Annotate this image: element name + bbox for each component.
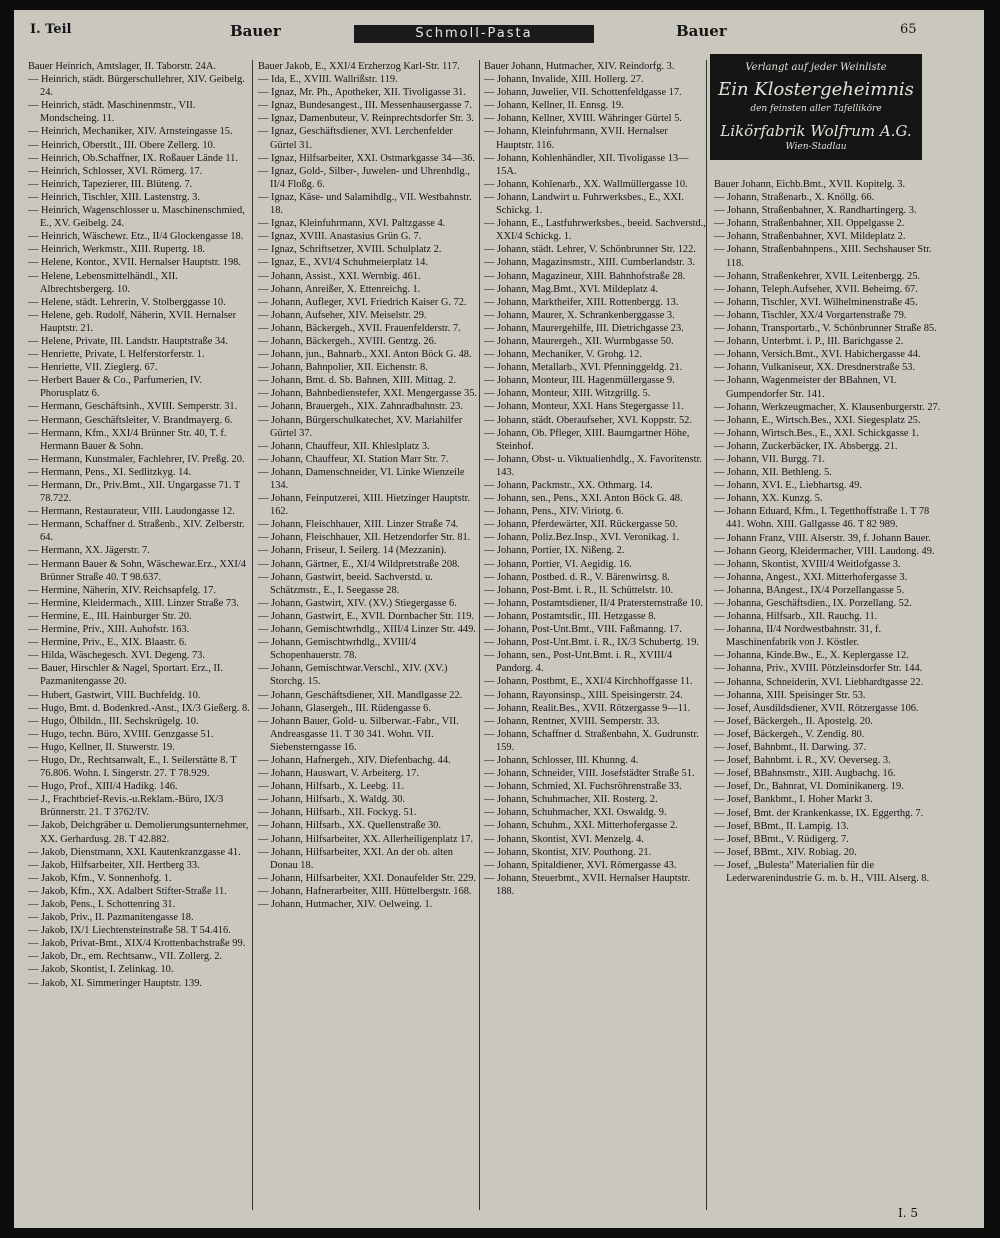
directory-entry: — Johann, Bahnbedienstefer, XXI. Mengergasse 35. bbox=[258, 388, 477, 400]
directory-entry: — Hermine, Näherin, XIV. Reichsapfelg. 17. bbox=[28, 584, 216, 596]
directory-entry: — Johann, Friseur, I. Seilerg. 14 (Mezzanin). bbox=[258, 545, 447, 557]
directory-entry: — Johann Georg, Kleidermacher, VIII. Laudong. 49. bbox=[714, 545, 935, 557]
directory-entry: — Johann, Packmstr., XX. Othmarg. 14. bbox=[484, 480, 653, 491]
ad-line-5: Wien-Stadlau bbox=[785, 142, 847, 152]
directory-entry: — Johann, Hilfsarb., X. Waldg. 30. bbox=[258, 794, 406, 806]
directory-entry: — Johann, Hilfsarbeiter, XXI. An der ob. alten Donau 18. bbox=[258, 846, 453, 871]
directory-entry: — Ignaz, Mr. Ph., Apotheker, XII. Tivoligasse 31. bbox=[258, 87, 466, 99]
directory-entry: — Johann, Straßenkehrer, XVII. Leitenbergg. 25. bbox=[714, 270, 920, 282]
directory-entry: — Heinrich, Wagenschlosser u. Maschinenschmied, E., XV. Geibelg. 24. bbox=[28, 205, 245, 230]
directory-entry: — Johann, Bürgerschulkatechet, XV. Mariahilfer Gürtel 37. bbox=[258, 414, 463, 439]
directory-entry: — Johann, Kleinfuhrmann, XVII. Hernalser Hauptstr. 116. bbox=[484, 126, 668, 151]
directory-entry: — Johann, Geschäftsdiener, XII. Mandlgasse 22. bbox=[258, 689, 463, 701]
directory-entry: — Johann, Post-Unt.Bmt., VIII. Faßmanng. 17. bbox=[484, 624, 682, 636]
directory-entry: — Johann, Skontist, XVIII/4 Weitlofgasse 3. bbox=[714, 558, 901, 570]
directory-entry: — Hermann, XX. Jägerstr. 7. bbox=[28, 545, 150, 557]
ad-line-4: Likörfabrik Wolfrum A.G. bbox=[720, 122, 912, 140]
directory-entry: — Johann, Rentner, XVIII. Semperstr. 33. bbox=[484, 715, 660, 727]
directory-entry: — Johann, Fleischhauer, XIII. Linzer Straße 74. bbox=[258, 519, 459, 531]
directory-entry: — Johann, Postbmt, E., XXI/4 Kirchhoffgasse 11. bbox=[484, 676, 693, 688]
directory-entry: — Hugo, Dr., Rechtsanwalt, E., I. Seilerstätte 8. T 76.806. Wohn. I. Singerstr. 27. T 78.929. bbox=[28, 754, 237, 780]
directory-entry: Bauer Johann, Eichb.Bmt., XVII. Kopitelg. 3. bbox=[714, 179, 906, 190]
directory-entry: — Jakob, Hilfsarbeiter, XII. Hertberg 33. bbox=[28, 859, 200, 871]
directory-entry: — Jakob, Skontist, I. Zelinkag. 10. bbox=[28, 964, 174, 976]
directory-entry: — Johann, Chauffeur, XI. Station Marr Str. 7. bbox=[258, 453, 449, 465]
directory-entry: — Jakob, Dr., em. Rechtsanw., VII. Zollerg. 2. bbox=[28, 951, 223, 963]
directory-entry: — Jakob, Pens., I. Schottenring 31. bbox=[28, 899, 176, 910]
directory-entry: — Johann, Kellner, II. Ennsg. 19. bbox=[484, 100, 624, 112]
directory-entry: — Ignaz, Geschäftsdiener, XVI. Lerchenfelder Gürtel 31. bbox=[258, 126, 453, 151]
directory-entry: — Hermann, Schaffner d. Straßenb., XIV. Zelberstr. 64. bbox=[28, 519, 245, 544]
directory-entry: — Johann, VII. Burgg. 71. bbox=[714, 453, 826, 465]
directory-entry: — Johann, Schaffner d. Straßenbahn, X. Gudrunstr. 159. bbox=[484, 728, 699, 753]
directory-entry: — Johann, Aufseher, XIV. Meiselstr. 29. bbox=[258, 309, 427, 321]
directory-entry: — Johann, Versich.Bmt., XVI. Habichergasse 44. bbox=[714, 349, 921, 361]
directory-entry: — Hugo, Prof., XIII/4 Hadikg. 146. bbox=[28, 781, 178, 793]
directory-entry: — Hilda, Wäschegesch. XVI. Degeng. 73. bbox=[28, 650, 205, 662]
directory-entry: — Johann, Straßenarb., X. Knöllg. 66. bbox=[714, 192, 875, 204]
directory-entry: — Ignaz, Schriftsetzer, XVIII. Schulplatz 2. bbox=[258, 244, 442, 256]
directory-entry: — Hermann, Restaurateur, VIII. Laudongasse 12. bbox=[28, 506, 235, 518]
directory-entry: — Johann, Portier, VI. Aegidig. 16. bbox=[484, 558, 632, 570]
directory-entry: — Johann, Gemischtwrhdlg., XIII/4 Linzer Str. 449. bbox=[258, 624, 476, 636]
directory-entry: — Josef, BBmt., V. Rüdigerg. 7. bbox=[714, 833, 849, 845]
directory-entry: — Johann, Monteur, III. Hagenmüllergasse 9. bbox=[484, 375, 675, 387]
directory-entry: — Johann, Gastwirt, E., XVII. Dornbacher Str. 119. bbox=[258, 610, 475, 622]
directory-entry: — Jakob, Kfm., XX. Adalbert Stifter-Straße 11. bbox=[28, 885, 227, 897]
directory-entry: — Josef, BBmt., XIV. Robiag. 20. bbox=[714, 846, 857, 858]
directory-entry: — Ignaz, Hilfsarbeiter, XXI. Ostmarkgasse 34—36. bbox=[258, 152, 475, 164]
directory-entry: — J., Frachtbrief-Revis.-u.Reklam.-Büro, IX/3 Brünnerstr. 21. T 3762/IV. bbox=[28, 794, 224, 819]
directory-entry: — Johann, Maurergehilfe, III. Dietrichgasse 23. bbox=[484, 322, 684, 334]
directory-entry: — Jakob, Priv., II. Pazmanitengasse 18. bbox=[28, 912, 194, 924]
header-banner-ad: Schmoll-Pasta bbox=[354, 25, 594, 43]
directory-entry: — Johann, sen., Pens., XXI. Anton Böck G. 48. bbox=[484, 493, 683, 505]
directory-entry: — Johann, Straßenbahner, X. Randhartingerg. 3. bbox=[714, 205, 917, 217]
column-1 bbox=[28, 60, 250, 990]
ad-line-3: den feinsten aller Tafelliköre bbox=[750, 104, 882, 114]
directory-entry: — Josef, Bäckergeh., II. Apostelg. 20. bbox=[714, 715, 873, 727]
page-number: 65 bbox=[900, 22, 917, 37]
directory-entry: — Johann, Gastwirt, beeid. Sachverstd. u. Schätzmstr., E., I. Seegasse 28. bbox=[258, 571, 433, 596]
directory-entry: — Johann, Aufleger, XVI. Friedrich Kaiser G. 72. bbox=[258, 296, 467, 308]
ad-line-2: Ein Klostergeheimnis bbox=[718, 79, 914, 100]
directory-entry: — Johann, Hafnergeh., XIV. Diefenbachg. 44. bbox=[258, 754, 451, 766]
directory-entry: — Johann, Feinputzerei, XIII. Hietzinger Hauptstr. 162. bbox=[258, 493, 471, 518]
directory-entry: — Johann, Bäckergeh., XVIII. Gentzg. 26. bbox=[258, 335, 437, 347]
directory-entry: — Johann, Schuhmacher, XXI. Oswaldg. 9. bbox=[484, 807, 667, 819]
header-name-left: Bauer bbox=[230, 22, 281, 40]
directory-entry: — Johann, Bäckergeh., XVII. Frauenfelderstr. 7. bbox=[258, 322, 461, 334]
directory-entry: — Hermine, Kleidermach., XIII. Linzer Straße 73. bbox=[28, 597, 239, 609]
directory-entry: — Helene, geb. Rudolf, Näherin, XVII. Hernalser Hauptstr. 21. bbox=[28, 309, 237, 334]
directory-entry: — Josef, Bahnbmt., II. Darwing. 37. bbox=[714, 742, 867, 754]
directory-entry: — Johann, Postbed. d. R., V. Bärenwirtsg. 8. bbox=[484, 571, 670, 583]
directory-entry: — Johann, Poliz.Bez.Insp., XVI. Veronikag. 1. bbox=[484, 532, 680, 544]
directory-entry: — Heinrich, Wäschewr. Etz., II/4 Glockengasse 18. bbox=[28, 231, 244, 243]
directory-page bbox=[14, 10, 984, 1228]
directory-entry: — Johann, Metallarb., XVI. Pfenninggeldg. 21. bbox=[484, 362, 683, 374]
directory-entry: — Johann, Tischler, XVI. Wilhelminenstraße 45. bbox=[714, 296, 918, 308]
directory-entry: — Johann, Gärtner, E., XI/4 Wildpretstraße 208. bbox=[258, 558, 460, 570]
directory-entry: — Johann, Hilfsarbeiter, XXI. Donaufelder Str. 229. bbox=[258, 872, 477, 884]
directory-entry: — Hugo, Ölbildn., III. Sechskrügelg. 10. bbox=[28, 715, 199, 727]
directory-entry: — Hermine, Priv., XIII. Auhofstr. 163. bbox=[28, 624, 190, 636]
directory-entry: — Johann, Realit.Bes., XVII. Rötzergasse 9—11. bbox=[484, 702, 691, 714]
directory-entry: — Johann, Monteur, XXI. Hans Stegergasse 11. bbox=[484, 401, 684, 413]
liqueur-advertisement bbox=[710, 54, 922, 160]
directory-entry: — Henriette, Private, I. Helferstorferstr. 1. bbox=[28, 349, 205, 361]
directory-entry: Bauer Jakob, E., XXI/4 Erzherzog Karl-Str. 117. bbox=[258, 61, 460, 72]
directory-entry: — Johann, Ob. Pfleger, XIII. Baumgartner Höhe, Steinhof. bbox=[484, 427, 690, 452]
directory-entry: — Johanna, Hilfsarb., XII. Rauchg. 11. bbox=[714, 611, 878, 623]
directory-entry: — Johann, Kellner, XVIII. Währinger Gürtel 5. bbox=[484, 113, 682, 125]
directory-entry: — Johanna, II/4 Nordwestbahnstr. 31, f. Maschinenfabrik von J. Köstler. bbox=[714, 624, 882, 649]
directory-entry: — Hugo, Bmt. d. Bodenkred.-Anst., IX/3 Gießerg. 8. bbox=[28, 702, 250, 714]
directory-entry: — Johann, Anreißer, X. Ettenreichg. 1. bbox=[258, 283, 421, 295]
directory-entry: — Johann, Magazineur, XIII. Bahnhofstraße 28. bbox=[484, 270, 686, 282]
directory-entry: — Heinrich, Tischler, XIII. Lastenstrg. 3. bbox=[28, 191, 200, 203]
directory-entry: — Johann, Pens., XIV. Viriotg. 6. bbox=[484, 506, 624, 518]
directory-entry: — Johann, Straßenbahner, XVI. Mildeplatz 2. bbox=[714, 231, 906, 243]
directory-entry: — Heinrich, städt. Bürgerschullehrer, XIV. Geibelg. 24. bbox=[28, 74, 245, 99]
directory-entry: — Johann, Hilfsarb., XX. Quellenstraße 30. bbox=[258, 820, 441, 832]
directory-entry: — Johann, Monteur, XIII. Witzgrillg. 5. bbox=[484, 388, 651, 400]
directory-entry: — Jakob, Dienstmann, XXI. Kautenkranzgasse 41. bbox=[28, 846, 241, 858]
directory-entry: — Johann, Glasergeh., III. Rüdengasse 6. bbox=[258, 702, 431, 714]
directory-entry: — Josef, Ausdildsdiener, XVII. Rötzergasse 106. bbox=[714, 702, 919, 714]
directory-entry: Bauer Johann, Hutmacher, XIV. Reindorfg. 3. bbox=[484, 61, 675, 72]
directory-entry: — Hermann, Geschäftsinh., XVIII. Semperstr. 31. bbox=[28, 401, 238, 413]
directory-entry: — Hugo, techn. Büro, XVIII. Genzgasse 51. bbox=[28, 728, 214, 740]
directory-entry: — Johann, Hilfsarbeiter, XX. Allerheiligenplatz 17. bbox=[258, 833, 474, 845]
directory-entry: — Johanna, Geschäftsdien., IX. Porzellang. 52. bbox=[714, 598, 912, 609]
directory-entry: — Josef, BBmt., II. Lampig. 13. bbox=[714, 820, 849, 832]
directory-entry: — Hermine, Priv., E., XIX. Blaastr. 6. bbox=[28, 637, 187, 649]
directory-entry: — Johann, Schlosser, III. Khunng. 4. bbox=[484, 754, 639, 766]
directory-entry: — Johann, Gemischtwrhdlg., XVIII/4 Schopenhauerstr. 78. bbox=[258, 637, 417, 662]
directory-entry: — Johann, Straßenbahnpens., XIII. Sechshauser Str. 118. bbox=[714, 244, 932, 269]
directory-entry: — Johann, Wagenmeister der BBahnen, VI. Gumpendorfer Str. 141. bbox=[714, 375, 897, 400]
directory-entry: — Helene, Lebensmittelhändl., XII. Albrechtsbergerg. 10. bbox=[28, 270, 178, 295]
directory-entry: — Johann, Invalide, XIII. Hollerg. 27. bbox=[484, 74, 644, 86]
directory-entry: — Johann, städt. Oberaufseher, XVI. Koppstr. 52. bbox=[484, 414, 692, 426]
directory-entry: — Johann, Hutmacher, XIV. Oelweing. 1. bbox=[258, 899, 433, 910]
directory-entry: — Johann Bauer, Gold- u. Silberwar.-Fabr., VII. Andreasgasse 11. T 30 341. Wohn. VII. Siebensterngasse 16. bbox=[258, 715, 459, 753]
directory-entry: — Ignaz, E., XVI/4 Schuhmeierplatz 14. bbox=[258, 257, 428, 269]
directory-entry: — Josef, Dr., Bahnrat, VI. Dominikanerg. 19. bbox=[714, 781, 904, 793]
directory-entry: — Johann, Post-Unt.Bmt. i. R., IX/3 Schubertg. 19. bbox=[484, 637, 700, 649]
directory-entry: — Johann, sen., Post-Unt.Bmt. i. R., XVIII/4 Pandorg. 4. bbox=[484, 650, 673, 675]
directory-entry: — Johann, Assist., XXI. Wernbig. 461. bbox=[258, 270, 421, 282]
directory-entry: — Johann, Magazinsmstr., XIII. Cumberlandstr. 3. bbox=[484, 257, 695, 269]
directory-entry: — Johann, Landwirt u. Fuhrwerksbes., E., XXI. Schickg. 1. bbox=[484, 191, 684, 217]
directory-entry: — Johann, Maurergeh., XII. Wurmbgasse 50. bbox=[484, 335, 674, 347]
directory-entry: — Johann, Marktheifer, XIII. Rottenbergg. 13. bbox=[484, 296, 679, 308]
directory-entry: — Helene, städt. Lehrerin, V. Stolberggasse 10. bbox=[28, 296, 226, 308]
directory-entry: — Johann, XX. Kunzg. 5. bbox=[714, 493, 823, 505]
directory-entry: — Johann, Obst- u. Viktualienhdlg., X. Favoritenstr. 143. bbox=[484, 453, 702, 478]
directory-entry: — Johann, Vulkaniseur, XX. Dresdnerstraße 53. bbox=[714, 362, 916, 374]
directory-entry: — Johanna, Angest., XXI. Mitterhofergasse 3. bbox=[714, 571, 908, 583]
directory-entry: — Josef, Bankbmt., I. Hoher Markt 3. bbox=[714, 794, 873, 806]
directory-entry: — Johann, jun., Bahnarb., XXI. Anton Böck G. 48. bbox=[258, 349, 472, 361]
directory-entry: — Johann, Schuhm., XXI. Mitterhofergasse 2. bbox=[484, 820, 678, 832]
directory-entry: — Henriette, VII. Zieglerg. 67. bbox=[28, 362, 158, 374]
ad-line-1: Verlangt auf jeder Weinliste bbox=[745, 62, 887, 73]
directory-entry: — Herbert Bauer & Co., Parfumerien, IV. Phorusplatz 6. bbox=[28, 375, 203, 400]
directory-entry: — Ida, E., XVIII. Wallrißstr. 119. bbox=[258, 74, 398, 86]
directory-entry: — Johann, Bahnpolier, XII. Eichenstr. 8. bbox=[258, 362, 428, 374]
directory-entry: — Johann, Brauergeh., XIX. Zahnradbahnstr. 23. bbox=[258, 401, 463, 413]
part-label: I. Teil bbox=[30, 22, 72, 37]
directory-entry: — Johanna, XIII. Speisinger Str. 53. bbox=[714, 689, 866, 701]
directory-entry: — Johann, Spitaldiener, XVI. Römergasse 43. bbox=[484, 859, 677, 871]
directory-entry: — Heinrich, Oberstlt., III. Obere Zellerg. 10. bbox=[28, 139, 216, 151]
directory-entry: — Bauer, Hirschler & Nagel, Sportart. Erz., II. Pazmanitengasse 20. bbox=[28, 663, 223, 688]
directory-entry: — Ignaz, Bundesangest., III. Messenhausergasse 7. bbox=[258, 100, 472, 112]
directory-entry: — Jakob, Deichgräber u. Demolierungsunternehmer, XX. Gerhardusg. 28. T 42.882. bbox=[28, 820, 249, 845]
directory-entry: — Jakob, Kfm., V. Sonnenhofg. 1. bbox=[28, 872, 172, 884]
directory-entry: — Josef, Bmt. der Krankenkasse, IX. Eggerthg. 7. bbox=[714, 807, 924, 819]
directory-entry: — Jakob, Privat-Bmt., XIX/4 Krottenbachstraße 99. bbox=[28, 938, 246, 950]
directory-entry: — Ignaz, Käse- und Salamihdlg., VII. Westbahnstr. 18. bbox=[258, 191, 472, 217]
directory-entry: — Johann Eduard, Kfm., I. Tegetthoffstraße 1. T 78 441. Wohn. XIII. Gallgasse 46. T 82 989. bbox=[714, 506, 930, 531]
directory-entry: — Johann, Straßenbahner, XII. Oppelgasse 2. bbox=[714, 218, 905, 230]
directory-entry: — Jakob, IX/1 Liechtensteinstraße 58. T 54.416. bbox=[28, 925, 231, 937]
directory-entry: — Heinrich, Tapezierer, III. Blüteng. 7. bbox=[28, 178, 193, 190]
directory-entry: — Hermann, Dr., Priv.Bmt., XII. Ungargasse 71. T 78.722. bbox=[28, 480, 241, 505]
directory-entry: — Johann, Postamtsdir., III. Hetzgasse 8. bbox=[484, 610, 656, 622]
directory-entry: — Johanna, Priv., XVIII. Pötzleinsdorfer Str. 144. bbox=[714, 663, 923, 675]
directory-entry: — Johann, Zuckerbäcker, IX. Absbergg. 21. bbox=[714, 440, 898, 452]
directory-entry: — Ignaz, XVIII. Anastasius Grün G. 7. bbox=[258, 231, 422, 243]
column-divider bbox=[706, 60, 707, 1210]
directory-entry: — Johann, Maurer, X. Schrankenberggasse 3. bbox=[484, 309, 675, 321]
directory-entry: — Johann, Damenschneider, VI. Linke Wienzeile 134. bbox=[258, 466, 465, 491]
directory-entry: — Heinrich, Werkmstr., XIII. Rupertg. 18. bbox=[28, 244, 206, 256]
page-header bbox=[14, 10, 984, 50]
directory-entry: — Hermann, Kfm., XXI/4 Brünner Str. 40, T. f. Hermann Bauer & Sohn. bbox=[28, 427, 227, 452]
directory-entry: — Johann, Mag.Bmt., XVI. Mildeplatz 4. bbox=[484, 283, 659, 295]
directory-entry: — Johann, Fleischhauer, XII. Hetzendorfer Str. 81. bbox=[258, 532, 471, 544]
directory-entry: — Heinrich, Ob.Schaffner, IX. Roßauer Lände 11. bbox=[28, 152, 238, 164]
directory-entry: — Josef, „Bulesta" Materialien für die Lederwarenindustrie G. m. b. H., VIII. Alserg. 8. bbox=[714, 859, 930, 884]
directory-entry: — Johann, Schneider, VIII. Josefstädter Straße 51. bbox=[484, 768, 695, 780]
directory-entry: — Johanna, BAngest., IX/4 Porzellangasse 5. bbox=[714, 584, 905, 596]
directory-entry: — Johann, Bmt. d. Sb. Bahnen, XIII. Mittag. 2. bbox=[258, 375, 456, 387]
column-3 bbox=[484, 60, 706, 898]
directory-entry: — Johann, E., Lastfuhrwerksbes., beeid. Sachverstd., XXI/4 Schickg. 1. bbox=[484, 218, 706, 243]
directory-entry: — Johann, Pferdewärter, XII. Rückergasse 50. bbox=[484, 519, 678, 531]
directory-entry: — Johann, Gemischtwar.Verschl., XIV. (XV.) Storchg. 15. bbox=[258, 663, 448, 688]
directory-entry: — Hugo, Kellner, II. Stuwerstr. 19. bbox=[28, 741, 175, 753]
directory-entry: — Hermine, E., III. Hainburger Str. 20. bbox=[28, 610, 192, 622]
directory-entry: — Johann, Kohlenarb., XX. Wallmüllergasse 10. bbox=[484, 178, 688, 190]
directory-entry: — Hubert, Gastwirt, VIII. Buchfeldg. 10. bbox=[28, 689, 201, 701]
directory-entry: Bauer Heinrich, Amtslager, II. Taborstr. 24A. bbox=[28, 61, 216, 72]
directory-entry: — Helene, Private, III. Landstr. Hauptstraße 34. bbox=[28, 335, 228, 347]
directory-entry: — Johann, Rayonsinsp., XIII. Speisingerstr. 24. bbox=[484, 689, 683, 701]
directory-entry: — Hermann, Pens., XI. Sedlitzkyg. 14. bbox=[28, 466, 192, 478]
directory-entry: — Josef, BBahnsmstr., XIII. Augbachg. 16. bbox=[714, 768, 896, 780]
directory-entry: — Josef, Bäckergeh., V. Zendig. 80. bbox=[714, 728, 865, 740]
directory-entry: — Helene, Kontor., XVII. Hernalser Hauptstr. 198. bbox=[28, 257, 241, 269]
directory-entry: — Johann, Hafnerarbeiter, XIII. Hüttelbergstr. 168. bbox=[258, 885, 472, 897]
directory-entry: — Hermann Bauer & Sohn, Wäschewar.Erz., XXI/4 Brünner Straße 40. T 98.637. bbox=[28, 558, 246, 583]
directory-entry: — Ignaz, Damenbuteur, V. Reinprechtsdorfer Str. 3. bbox=[258, 113, 474, 125]
directory-entry: — Heinrich, Mechaniker, XIV. Arnsteingasse 15. bbox=[28, 126, 233, 138]
directory-entry: — Johann, Hilfsarb., XII. Fockyg. 51. bbox=[258, 807, 417, 819]
directory-entry: — Johann, Hauswart, V. Arbeiterg. 17. bbox=[258, 768, 420, 780]
directory-entry: — Heinrich, Schlosser, XVI. Römerg. 17. bbox=[28, 165, 203, 177]
directory-entry: — Johann, städt. Lehrer, V. Schönbrunner Str. 122. bbox=[484, 244, 696, 256]
directory-entry: — Ignaz, Gold-, Silber-, Juwelen- und Uhrenhdlg., II/4 Floßg. 6. bbox=[258, 165, 470, 190]
directory-entry: — Johanna, Schneiderin, XVI. Liebhardtgasse 22. bbox=[714, 676, 924, 688]
header-name-right: Bauer bbox=[676, 22, 727, 40]
page-footer: I. 5 bbox=[898, 1206, 919, 1220]
directory-entry: — Johann Franz, VIII. Alserstr. 39, f. Johann Bauer. bbox=[714, 532, 931, 544]
column-divider bbox=[252, 60, 253, 1210]
directory-entry: — Johann, Wirtsch.Bes., E., XXI. Schickgasse 1. bbox=[714, 427, 919, 439]
directory-entry: — Johann, Gastwirt, XIV. (XV.) Stiegergasse 6. bbox=[258, 597, 457, 609]
directory-entry: — Johann, Chauffeur, XII. Khleslplatz 3. bbox=[258, 440, 430, 452]
directory-entry: — Johann, Transportarb., V. Schönbrunner Straße 85. bbox=[714, 323, 937, 335]
directory-entry: — Johann, Skontist, XIV. Pouthong. 21. bbox=[484, 846, 652, 858]
directory-entry: — Johann, Portier, IX. Nißeng. 2. bbox=[484, 545, 625, 557]
directory-entry: — Jakob, XI. Simmeringer Hauptstr. 139. bbox=[28, 977, 203, 989]
directory-entry: — Johann, Tischler, XX/4 Vorgartenstraße 79. bbox=[714, 309, 907, 321]
directory-entry: — Heinrich, städt. Maschinenmstr., VII. Mondscheing. 11. bbox=[28, 100, 196, 125]
directory-entry: — Josef, Bahnbmt. i. R., XV. Oeverseg. 3. bbox=[714, 755, 891, 767]
directory-entry: — Johann, Postamtsdiener, II/4 Pratersternstraße 10. bbox=[484, 597, 703, 609]
directory-entry: — Johann, Hilfsarb., X. Leebg. 11. bbox=[258, 781, 404, 793]
column-2 bbox=[258, 60, 480, 911]
directory-entry: — Johann, XII. Bethleng. 5. bbox=[714, 467, 832, 479]
directory-entry: — Ignaz, Kleinfuhrmann, XVI. Paltzgasse 4. bbox=[258, 218, 446, 230]
directory-entry: — Johann, Kohlenhändler, XII. Tivoligasse 13—15A. bbox=[484, 152, 689, 177]
column-4 bbox=[714, 178, 942, 885]
directory-entry: — Johann, E., Wirtsch.Bes., XXI. Siegesplatz 25. bbox=[714, 414, 921, 426]
directory-entry: — Johanna, Kinde.Bw., E., X. Keplergasse 12. bbox=[714, 650, 909, 662]
directory-entry: — Hermann, Geschäftsleiter, V. Brandmayerg. 6. bbox=[28, 414, 233, 426]
directory-entry: — Johann, Post-Bmt. i. R., II. Schüttelstr. 10. bbox=[484, 584, 674, 596]
directory-entry: — Johann, Unterbmt. i. P., III. Barichgasse 2. bbox=[714, 336, 904, 348]
directory-entry: — Johann, Teleph.Aufseher, XVII. Beheimg. 67. bbox=[714, 283, 918, 295]
directory-entry: — Johann, Skontist, XVI. Menzelg. 4. bbox=[484, 833, 644, 845]
directory-entry: — Johann, Mechaniker, V. Grohg. 12. bbox=[484, 349, 642, 361]
directory-entry: — Johann, XVI. E., Liebhartsg. 49. bbox=[714, 480, 863, 492]
directory-entry: — Johann, Werkzeugmacher, X. Klausenburgerstr. 27. bbox=[714, 401, 941, 413]
directory-entry: — Johann, Steuerbmt., XVII. Hernalser Hauptstr. 188. bbox=[484, 872, 691, 897]
directory-entry: — Johann, Schmied, XI. Fuchsröhrenstraße 33. bbox=[484, 781, 682, 793]
directory-entry: — Hermann, Kunstmaler, Fachlehrer, IV. Preßg. 20. bbox=[28, 453, 245, 465]
directory-entry: — Johann, Schuhmacher, XII. Rosterg. 2. bbox=[484, 794, 658, 806]
directory-entry: — Johann, Juwelier, VII. Schottenfeldgasse 17. bbox=[484, 87, 682, 99]
